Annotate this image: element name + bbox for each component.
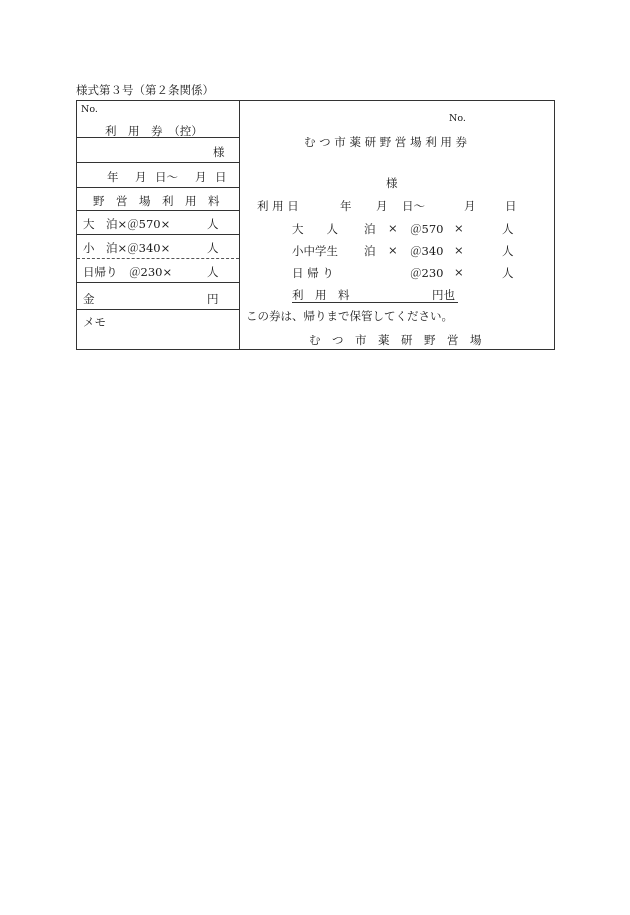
rate-price: ＠570 bbox=[410, 222, 444, 236]
rate-category: 日 帰 り bbox=[292, 266, 334, 280]
stub-adult-row[interactable] bbox=[77, 211, 239, 235]
rate-stay-label: 泊 bbox=[364, 244, 376, 258]
stub-dayuse-row[interactable] bbox=[77, 259, 239, 283]
rate-unit: 人 bbox=[502, 266, 514, 280]
stub-date-month-2: 月 bbox=[195, 170, 207, 184]
stub-memo-label: メモ bbox=[83, 315, 106, 329]
ticket-stub bbox=[77, 101, 240, 349]
ticket-date-day-1: 日〜 bbox=[402, 199, 425, 213]
rate-category: 大 人 bbox=[292, 222, 338, 236]
rate-multiply-sign: × bbox=[454, 221, 464, 235]
ticket-fee-suffix: 円也 bbox=[432, 288, 455, 302]
stub-adult-label: 大 泊×＠570× bbox=[83, 217, 171, 231]
rate-price: ＠230 bbox=[410, 266, 444, 280]
stub-name-row[interactable] bbox=[77, 138, 239, 163]
ticket-date-label: 利 用 日 bbox=[257, 199, 299, 213]
rate-multiply-sign: × bbox=[454, 265, 464, 279]
stub-amount-row[interactable] bbox=[77, 283, 239, 310]
stub-dayuse-unit: 人 bbox=[207, 265, 219, 279]
stub-date-year: 年 bbox=[107, 170, 119, 184]
stub-date-row[interactable] bbox=[77, 163, 239, 188]
stub-child-unit: 人 bbox=[207, 241, 219, 255]
ticket-main bbox=[240, 101, 554, 349]
stub-amount-label: 金 bbox=[83, 292, 95, 306]
stub-title-row bbox=[77, 101, 239, 138]
ticket-date-day-2: 日 bbox=[505, 199, 517, 213]
ticket-issuer: む つ 市 薬 研 野 営 場 bbox=[309, 333, 482, 347]
ticket-note: この券は、帰りまで保管してください。 bbox=[246, 309, 453, 323]
stub-memo-row[interactable] bbox=[77, 310, 239, 349]
stub-fee-header-row bbox=[77, 188, 239, 211]
rate-multiply-sign: × bbox=[454, 243, 464, 257]
stub-date-day-1: 日〜 bbox=[155, 170, 178, 184]
rate-category: 小中学生 bbox=[292, 244, 338, 258]
ticket-date-month-2: 月 bbox=[464, 199, 476, 213]
stub-title: 利 用 券 （控） bbox=[105, 124, 203, 138]
rate-price: ＠340 bbox=[410, 244, 444, 258]
rate-unit: 人 bbox=[502, 244, 514, 258]
stub-number-label: No. bbox=[81, 104, 98, 115]
stub-child-label: 小 泊×＠340× bbox=[83, 241, 171, 255]
ticket-sama-label: 様 bbox=[386, 176, 398, 190]
ticket-form bbox=[76, 100, 555, 350]
ticket-date-month-1: 月 bbox=[376, 199, 388, 213]
stub-yen-label: 円 bbox=[207, 292, 219, 306]
stub-date-day-2: 日 bbox=[215, 170, 227, 184]
ticket-number-label: No. bbox=[449, 113, 466, 124]
ticket-title: む つ 市 薬 研 野 営 場 利 用 券 bbox=[304, 135, 468, 149]
rate-stay-label: 泊 bbox=[364, 222, 376, 236]
stub-fee-header: 野 営 場 利 用 料 bbox=[93, 194, 220, 208]
form-number-label: 様式第３号（第２条関係） bbox=[76, 83, 214, 97]
ticket-date-year: 年 bbox=[340, 199, 352, 213]
rate-unit: 人 bbox=[502, 222, 514, 236]
stub-child-row[interactable] bbox=[77, 235, 239, 259]
stub-date-month-1: 月 bbox=[135, 170, 147, 184]
rate-multiply-sign: × bbox=[388, 221, 398, 235]
stub-sama-label: 様 bbox=[213, 145, 225, 159]
rate-multiply-sign: × bbox=[388, 243, 398, 257]
ticket-fee-label: 利 用 料 bbox=[292, 288, 350, 302]
fee-underline bbox=[292, 302, 458, 303]
stub-adult-unit: 人 bbox=[207, 217, 219, 231]
stub-dayuse-label: 日帰り ＠230× bbox=[83, 265, 173, 279]
